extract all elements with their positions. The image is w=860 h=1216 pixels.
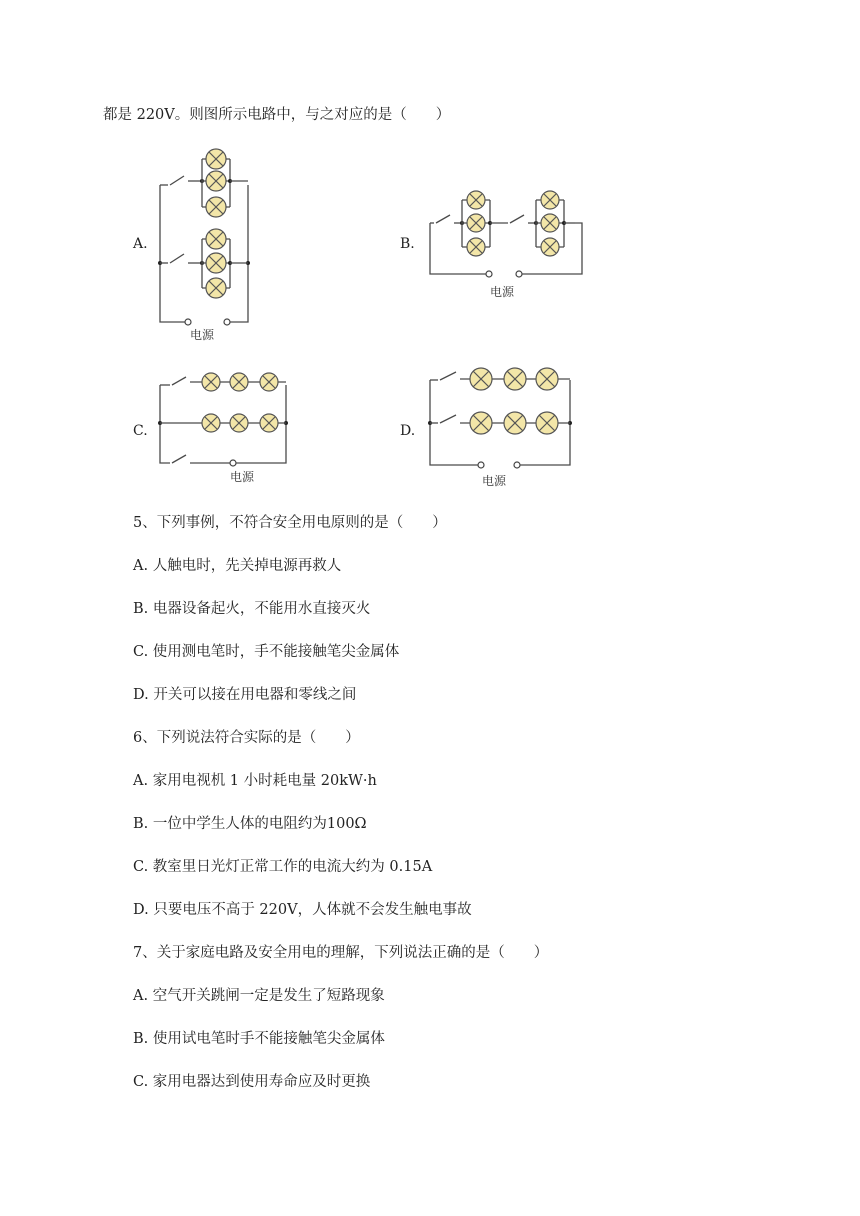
option-d-label: D. xyxy=(400,423,416,439)
question-7-stem: 7、关于家庭电路及安全用电的理解，下列说法正确的是（ ） xyxy=(133,945,549,961)
circuit-diagram-b xyxy=(420,185,590,300)
power-label-b: 电源 xyxy=(490,285,515,299)
question-6-option-c: C. 教室里日光灯正常工作的电流大约为 0.15A xyxy=(133,859,433,875)
question-7-option-b: B. 使用试电笔时手不能接触笔尖金属体 xyxy=(133,1031,385,1047)
intro-line: 都是 220V。则图所示电路中，与之对应的是（ ） xyxy=(103,107,451,123)
circuit-diagram-a xyxy=(150,145,270,350)
question-5-option-c: C. 使用测电笔时，手不能接触笔尖金属体 xyxy=(133,644,400,660)
question-6-option-b: B. 一位中学生人体的电阻约为100Ω xyxy=(133,816,367,832)
option-c-label: C. xyxy=(133,423,148,439)
circuit-diagram-c xyxy=(150,368,300,488)
question-6-option-a: A. 家用电视机 1 小时耗电量 20kW·h xyxy=(133,773,377,789)
question-6-option-d: D. 只要电压不高于 220V，人体就不会发生触电事故 xyxy=(133,902,472,918)
power-label-c: 电源 xyxy=(230,470,255,484)
option-a-label: A. xyxy=(133,236,148,252)
question-5-option-d: D. 开关可以接在用电器和零线之间 xyxy=(133,687,357,703)
power-label-d: 电源 xyxy=(482,474,507,488)
circuit-diagram-d xyxy=(420,365,580,490)
question-7-option-c: C. 家用电器达到使用寿命应及时更换 xyxy=(133,1074,371,1090)
option-b-label: B. xyxy=(400,236,415,252)
question-5-option-a: A. 人触电时，先关掉电源再救人 xyxy=(133,558,342,574)
power-label-a: 电源 xyxy=(190,328,215,342)
question-5-option-b: B. 电器设备起火，不能用水直接灭火 xyxy=(133,601,371,617)
question-7-option-a: A. 空气开关跳闸一定是发生了短路现象 xyxy=(133,988,385,1004)
question-6-stem: 6、下列说法符合实际的是（ ） xyxy=(133,730,360,746)
question-5-stem: 5、下列事例，不符合安全用电原则的是（ ） xyxy=(133,515,447,531)
